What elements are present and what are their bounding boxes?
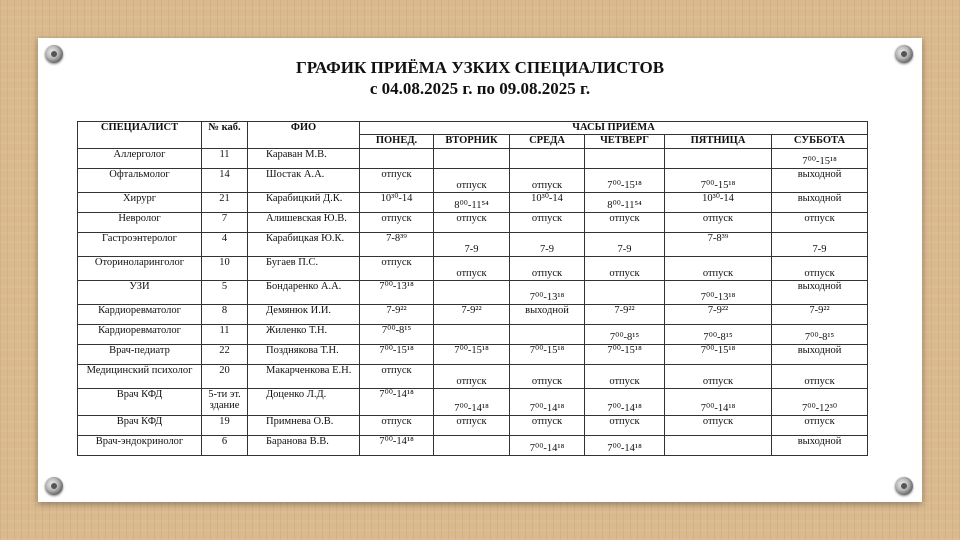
hours-cell: отпуск: [434, 416, 510, 436]
cabinet-cell: 22: [202, 345, 248, 365]
fio-cell: Жиленко Т.Н.: [248, 325, 360, 345]
hours-cell: 7-9: [585, 233, 665, 257]
specialist-cell: Невролог: [78, 213, 202, 233]
hours-cell: отпуск: [434, 365, 510, 389]
hours-cell: 7⁰⁰-8¹⁵: [360, 325, 434, 345]
fio-cell: Карабицкая Ю.К.: [248, 233, 360, 257]
table-row: [78, 257, 868, 281]
fio-cell: Караван М.В.: [248, 149, 360, 169]
hours-cell: 7⁰⁰-15¹⁸: [434, 345, 510, 365]
hours-cell: отпуск: [434, 213, 510, 233]
header-specialist: СПЕЦИАЛИСТ: [78, 122, 202, 149]
cabinet-cell: 19: [202, 416, 248, 436]
cabinet-cell: 4: [202, 233, 248, 257]
cabinet-cell: 7: [202, 213, 248, 233]
fio-cell: Примнева О.В.: [248, 416, 360, 436]
hours-cell: 7⁰⁰-15¹⁸: [360, 345, 434, 365]
specialist-cell: Врач КФД: [78, 389, 202, 416]
hours-cell: [360, 149, 434, 169]
date-range: с 04.08.2025 г. по 09.08.2025 г.: [369, 79, 591, 98]
cabinet-cell: 8: [202, 305, 248, 325]
table-row: [78, 325, 868, 345]
hours-cell: 7-9²²: [772, 305, 868, 325]
specialist-cell: Врач-эндокринолог: [78, 436, 202, 456]
hours-cell: 7⁰⁰-14¹⁸: [585, 436, 665, 456]
hours-cell: отпуск: [434, 257, 510, 281]
pin-icon: [45, 45, 63, 63]
specialist-cell: Хирург: [78, 193, 202, 213]
hours-cell: 7-9²²: [360, 305, 434, 325]
hours-cell: отпуск: [510, 416, 585, 436]
hours-cell: 7⁰⁰-8¹⁵: [665, 325, 772, 345]
fio-cell: Демянюк И.И.: [248, 305, 360, 325]
hours-cell: отпуск: [360, 365, 434, 389]
cabinet-cell: 6: [202, 436, 248, 456]
hours-cell: [510, 325, 585, 345]
fio-cell: Карабицкий Д.К.: [248, 193, 360, 213]
hours-cell: 8⁰⁰-11⁵⁴: [585, 193, 665, 213]
hours-cell: 7⁰⁰-14¹⁸: [360, 436, 434, 456]
hours-cell: отпуск: [665, 365, 772, 389]
hours-cell: 7-8³⁹: [665, 233, 772, 257]
hours-cell: отпуск: [665, 416, 772, 436]
header-day: ЧЕТВЕРГ: [585, 135, 665, 149]
fio-cell: Бугаев П.С.: [248, 257, 360, 281]
hours-cell: 8⁰⁰-11⁵⁴: [434, 193, 510, 213]
hours-cell: отпуск: [510, 365, 585, 389]
table-row: [78, 389, 868, 416]
hours-cell: отпуск: [772, 257, 868, 281]
hours-cell: 7⁰⁰-14¹⁸: [434, 389, 510, 416]
specialist-cell: УЗИ: [78, 281, 202, 305]
hours-cell: отпуск: [360, 169, 434, 193]
hours-cell: 10³⁰-14: [360, 193, 434, 213]
hours-cell: 7-8³⁹: [360, 233, 434, 257]
header-day: СУББОТА: [772, 135, 868, 149]
table-row: [78, 149, 868, 169]
hours-cell: 7-9²²: [585, 305, 665, 325]
header-day: ПОНЕД.: [360, 135, 434, 149]
hours-cell: 7⁰⁰-15¹⁸: [585, 169, 665, 193]
hours-cell: отпуск: [360, 257, 434, 281]
hours-cell: отпуск: [510, 169, 585, 193]
table-row: [78, 169, 868, 193]
schedule-sheet: [38, 38, 922, 502]
hours-cell: 7⁰⁰-8¹⁵: [772, 325, 868, 345]
page-title: ГРАФИК ПРИЁМА УЗКИХ СПЕЦИАЛИСТОВ: [295, 58, 665, 77]
hours-cell: выходной: [772, 193, 868, 213]
table-row: [78, 345, 868, 365]
hours-cell: отпуск: [585, 365, 665, 389]
table-row: [78, 365, 868, 389]
table-row: [78, 213, 868, 233]
hours-cell: 7⁰⁰-13¹⁸: [360, 281, 434, 305]
hours-cell: [585, 281, 665, 305]
table-row: [78, 416, 868, 436]
hours-cell: выходной: [772, 169, 868, 193]
hours-cell: отпуск: [360, 213, 434, 233]
header-cabinet: № каб.: [202, 122, 248, 149]
hours-cell: отпуск: [772, 416, 868, 436]
hours-cell: 7-9²²: [665, 305, 772, 325]
cabinet-cell: 11: [202, 325, 248, 345]
cabinet-cell: 5-ти эт. здание: [202, 389, 248, 416]
cabinet-cell: 10: [202, 257, 248, 281]
fio-cell: Баранова В.В.: [248, 436, 360, 456]
specialist-cell: Гастроэнтеролог: [78, 233, 202, 257]
fio-cell: Позднякова Т.Н.: [248, 345, 360, 365]
hours-cell: 7⁰⁰-15¹⁸: [665, 169, 772, 193]
pin-icon: [895, 477, 913, 495]
hours-cell: 7⁰⁰-15¹⁸: [510, 345, 585, 365]
hours-cell: 7-9: [510, 233, 585, 257]
specialist-cell: Врач-педиатр: [78, 345, 202, 365]
hours-cell: 7⁰⁰-13¹⁸: [510, 281, 585, 305]
fio-cell: Макарченкова Е.Н.: [248, 365, 360, 389]
hours-cell: 10³⁰-14: [510, 193, 585, 213]
hours-cell: отпуск: [510, 257, 585, 281]
hours-cell: 7⁰⁰-15¹⁸: [585, 345, 665, 365]
hours-cell: 7⁰⁰-12³⁰: [772, 389, 868, 416]
hours-cell: выходной: [772, 281, 868, 305]
hours-cell: 7⁰⁰-8¹⁵: [585, 325, 665, 345]
hours-cell: выходной: [510, 305, 585, 325]
hours-cell: выходной: [772, 345, 868, 365]
hours-cell: [585, 149, 665, 169]
schedule-table: [77, 121, 868, 456]
hours-cell: отпуск: [772, 213, 868, 233]
hours-cell: [434, 325, 510, 345]
table-row: [78, 305, 868, 325]
header-day: ВТОРНИК: [434, 135, 510, 149]
fio-cell: Доценко Л.Д.: [248, 389, 360, 416]
specialist-cell: Офтальмолог: [78, 169, 202, 193]
hours-cell: отпуск: [585, 416, 665, 436]
cabinet-cell: 21: [202, 193, 248, 213]
header-day: ПЯТНИЦА: [665, 135, 772, 149]
hours-cell: 7⁰⁰-14¹⁸: [510, 436, 585, 456]
hours-cell: отпуск: [360, 416, 434, 436]
hours-cell: отпуск: [434, 169, 510, 193]
fio-cell: Алишевская Ю.В.: [248, 213, 360, 233]
table-row: [78, 233, 868, 257]
hours-cell: отпуск: [665, 257, 772, 281]
pin-icon: [45, 477, 63, 495]
hours-cell: [665, 149, 772, 169]
hours-cell: 7-9: [434, 233, 510, 257]
hours-cell: отпуск: [585, 213, 665, 233]
specialist-cell: Медицинский психолог: [78, 365, 202, 389]
hours-cell: [434, 281, 510, 305]
hours-cell: 10³⁰-14: [665, 193, 772, 213]
specialist-cell: Кардиоревматолог: [78, 325, 202, 345]
hours-cell: 7⁰⁰-14¹⁸: [665, 389, 772, 416]
specialist-cell: Врач КФД: [78, 416, 202, 436]
hours-cell: 7⁰⁰-14¹⁸: [510, 389, 585, 416]
hours-cell: [434, 149, 510, 169]
specialist-cell: Кардиоревматолог: [78, 305, 202, 325]
header-fio: ФИО: [248, 122, 360, 149]
hours-cell: 7⁰⁰-15¹⁸: [665, 345, 772, 365]
pin-icon: [895, 45, 913, 63]
cabinet-cell: 14: [202, 169, 248, 193]
hours-cell: [510, 149, 585, 169]
hours-cell: отпуск: [665, 213, 772, 233]
hours-cell: выходной: [772, 436, 868, 456]
hours-cell: отпуск: [772, 365, 868, 389]
hours-cell: 7⁰⁰-14¹⁸: [585, 389, 665, 416]
hours-cell: [434, 436, 510, 456]
fio-cell: Шостак А.А.: [248, 169, 360, 193]
hours-cell: [665, 436, 772, 456]
fio-cell: Бондаренко А.А.: [248, 281, 360, 305]
specialist-cell: Оториноларинголог: [78, 257, 202, 281]
hours-cell: 7⁰⁰-13¹⁸: [665, 281, 772, 305]
specialist-cell: Аллерголог: [78, 149, 202, 169]
hours-cell: отпуск: [585, 257, 665, 281]
cabinet-cell: 20: [202, 365, 248, 389]
header-day: СРЕДА: [510, 135, 585, 149]
table-row: [78, 281, 868, 305]
table-row: [78, 193, 868, 213]
hours-cell: 7⁰⁰-14¹⁸: [360, 389, 434, 416]
cabinet-cell: 5: [202, 281, 248, 305]
hours-cell: 7⁰⁰-15¹⁸: [772, 149, 868, 169]
hours-cell: 7-9²²: [434, 305, 510, 325]
hours-cell: отпуск: [510, 213, 585, 233]
table-row: [78, 436, 868, 456]
hours-cell: 7-9: [772, 233, 868, 257]
header-hours: ЧАСЫ ПРИЁМА: [360, 122, 868, 135]
cabinet-cell: 11: [202, 149, 248, 169]
